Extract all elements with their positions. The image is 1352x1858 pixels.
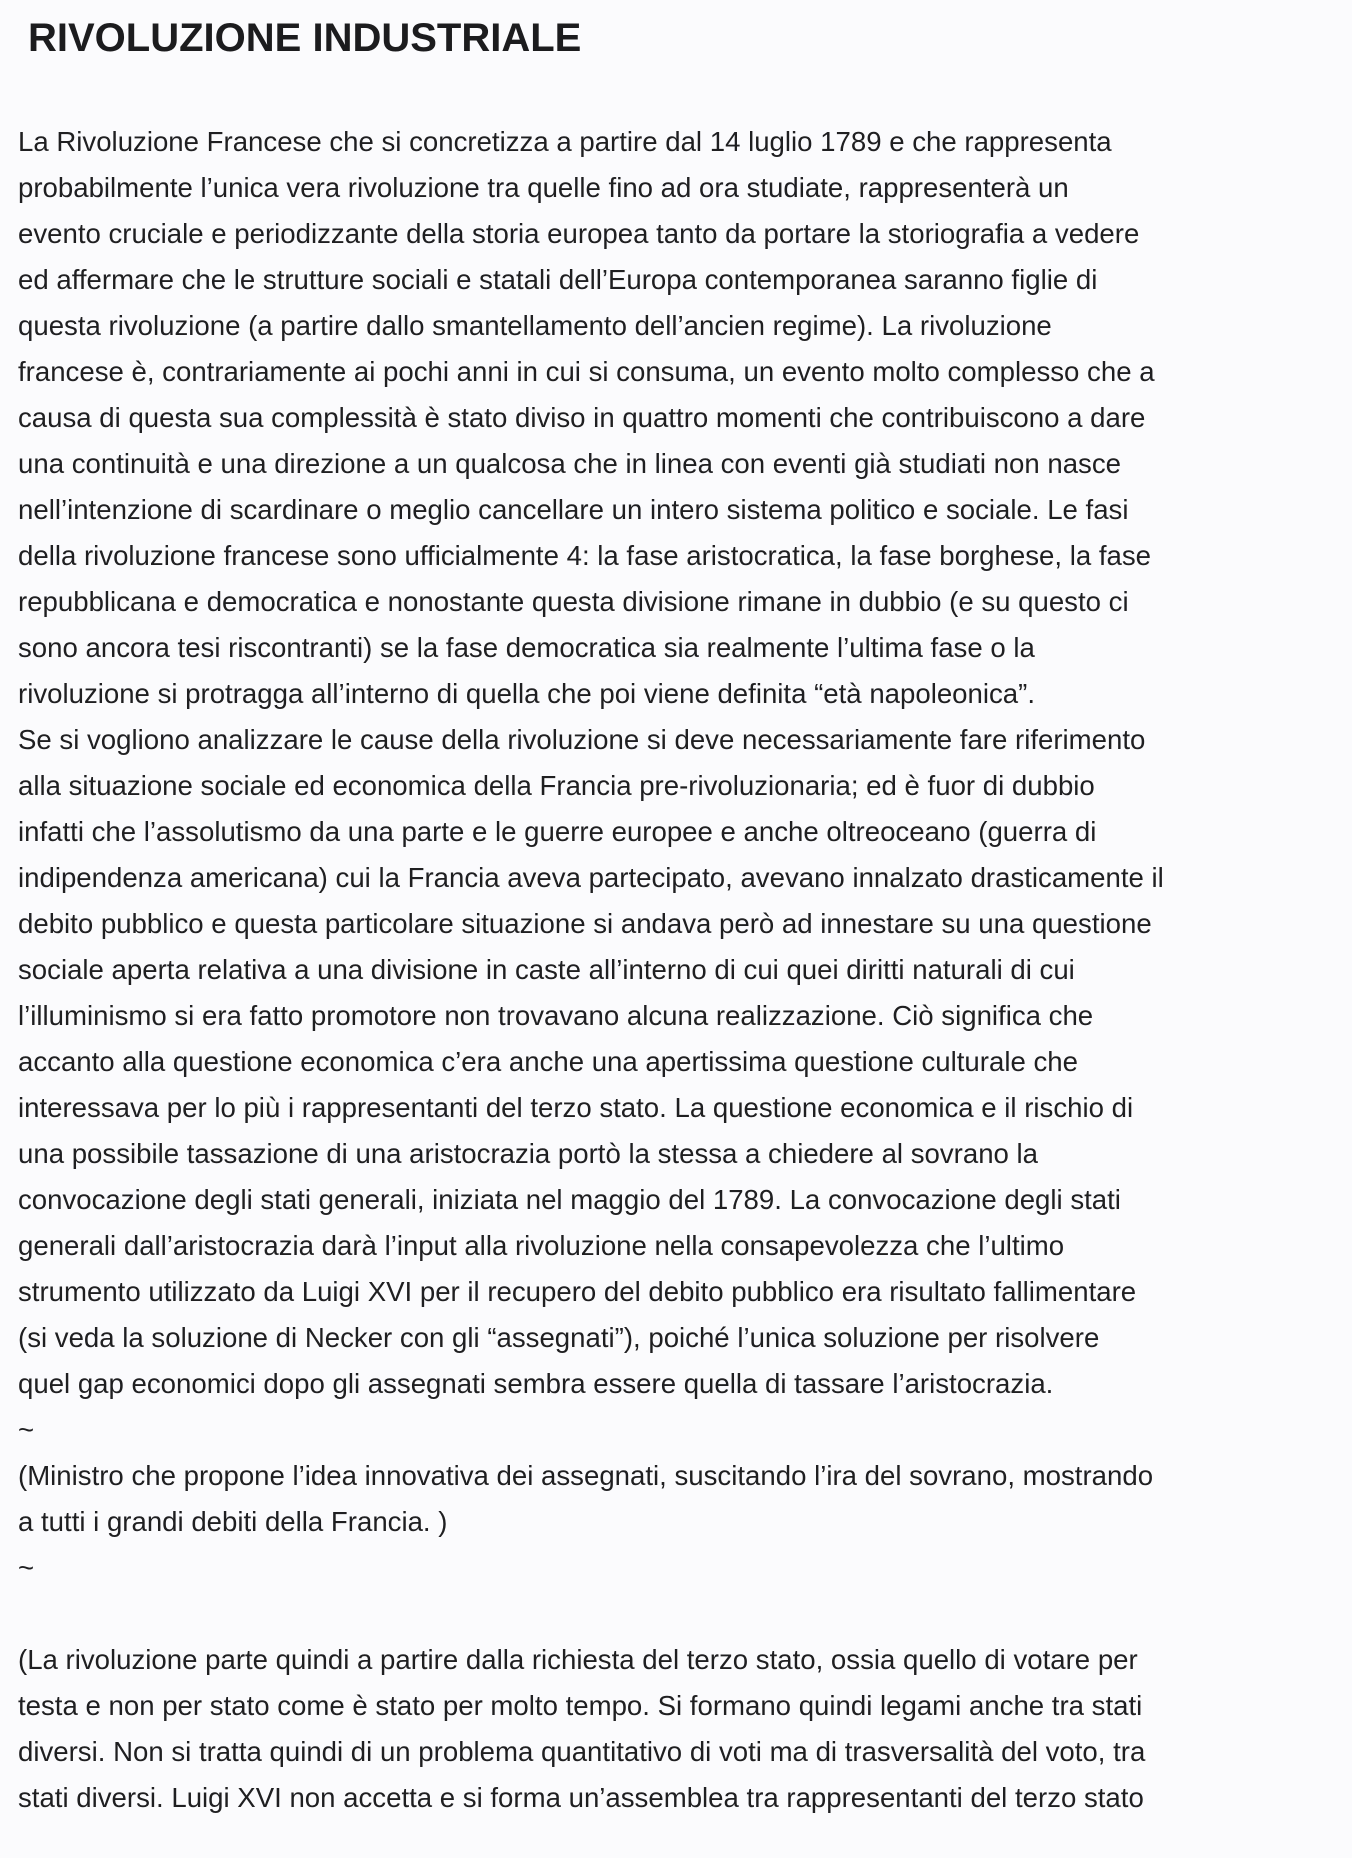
text-line: strumento utilizzato da Luigi XVI per il recupero del debito pubblico era risultato fallimentare [18, 1276, 1137, 1307]
text-line: francese è, contrariamente ai pochi anni in cui si consuma, un evento molto complesso che a [18, 356, 1155, 387]
text-line: debito pubblico e questa particolare situazione si andava però ad innestare su una questione [18, 908, 1152, 939]
text-line: Se si vogliono analizzare le cause della rivoluzione si deve necessariamente fare riferimento [18, 724, 1146, 755]
text-line: ed affermare che le strutture sociali e statali dell’Europa contemporanea saranno figlie di [18, 264, 1098, 295]
text-line: accanto alla questione economica c’era anche una apertissima questione culturale che [18, 1046, 1078, 1077]
text-line: sociale aperta relativa a una divisione in caste all’interno di cui quei diritti naturali di cui [18, 954, 1075, 985]
tilde-separator: ~ [18, 1414, 35, 1445]
note-body[interactable] [18, 119, 1348, 1821]
blank-line [18, 1591, 1348, 1637]
text-line: infatti che l’assolutismo da una parte e le guerre europee e anche oltreoceano (guerra di [18, 816, 1097, 847]
text-line: testa e non per stato come è stato per molto tempo. Si formano quindi legami anche tra stati [18, 1690, 1143, 1721]
text-line: generali dall’aristocrazia darà l’input alla rivoluzione nella consapevolezza che l’ultimo [18, 1230, 1065, 1261]
text-line: alla situazione sociale ed economica della Francia pre-rivoluzionaria; ed è fuor di dubbio [18, 770, 1095, 801]
text-line: una possibile tassazione di una aristocrazia portò la stessa a chiedere al sovrano la [18, 1138, 1039, 1169]
text-line: quel gap economici dopo gli assegnati sembra essere quella di tassare l’aristocrazia. [18, 1368, 1054, 1399]
tilde-separator: ~ [18, 1552, 35, 1583]
text-line: (Ministro che propone l’idea innovativa dei assegnati, suscitando l’ira del sovrano, mostrando [18, 1460, 1154, 1491]
text-line: causa di questa sua complessità è stato diviso in quattro momenti che contribuiscono a dare [18, 402, 1146, 433]
text-line: probabilmente l’unica vera rivoluzione tra quelle fino ad ora studiate, rappresenterà un [18, 172, 1069, 203]
text-line: (La rivoluzione parte quindi a partire dalla richiesta del terzo stato, ossia quello di votare per [18, 1644, 1138, 1675]
text-line: a tutti i grandi debiti della Francia. ) [18, 1506, 448, 1537]
text-line: della rivoluzione francese sono ufficialmente 4: la fase aristocratica, la fase borghese, la fase [18, 540, 1152, 571]
text-line: convocazione degli stati generali, iniziata nel maggio del 1789. La convocazione degli stati [18, 1184, 1121, 1215]
text-line: nell’intenzione di scardinare o meglio cancellare un intero sistema politico e sociale. Le fasi [18, 494, 1129, 525]
text-line: sono ancora tesi riscontranti) se la fase democratica sia realmente l’ultima fase o la [18, 632, 1035, 663]
text-line: una continuità e una direzione a un qualcosa che in linea con eventi già studiati non nasce [18, 448, 1121, 479]
text-line: La Rivoluzione Francese che si concretizza a partire dal 14 luglio 1789 e che rappresenta [18, 126, 1112, 157]
text-line: diversi. Non si tratta quindi di un problema quantitativo di voti ma di trasversalità del voto, tra [18, 1736, 1146, 1767]
text-line: questa rivoluzione (a partire dallo smantellamento dell’ancien regime). La rivoluzione [18, 310, 1052, 341]
text-line: interessava per lo più i rappresentanti del terzo stato. La questione economica e il rischio di [18, 1092, 1134, 1123]
text-line: evento cruciale e periodizzante della storia europea tanto da portare la storiografia a vedere [18, 218, 1140, 249]
text-line: l’illuminismo si era fatto promotore non trovavano alcuna realizzazione. Ciò significa che [18, 1000, 1094, 1031]
text-line: rivoluzione si protragga all’interno di quella che poi viene definita “età napoleonica”. [18, 678, 1036, 709]
text-line: repubblicana e democratica e nonostante questa divisione rimane in dubbio (e su questo ci [18, 586, 1129, 617]
text-line: (si veda la soluzione di Necker con gli “assegnati”), poiché l’unica soluzione per risolvere [18, 1322, 1100, 1353]
text-line: indipendenza americana) cui la Francia aveva partecipato, avevano innalzato drasticamente il [18, 862, 1164, 893]
text-line: stati diversi. Luigi XVI non accetta e si forma un’assemblea tra rappresentanti del terzo stato [18, 1782, 1144, 1813]
note-title[interactable]: RIVOLUZIONE INDUSTRIALE [28, 16, 582, 60]
